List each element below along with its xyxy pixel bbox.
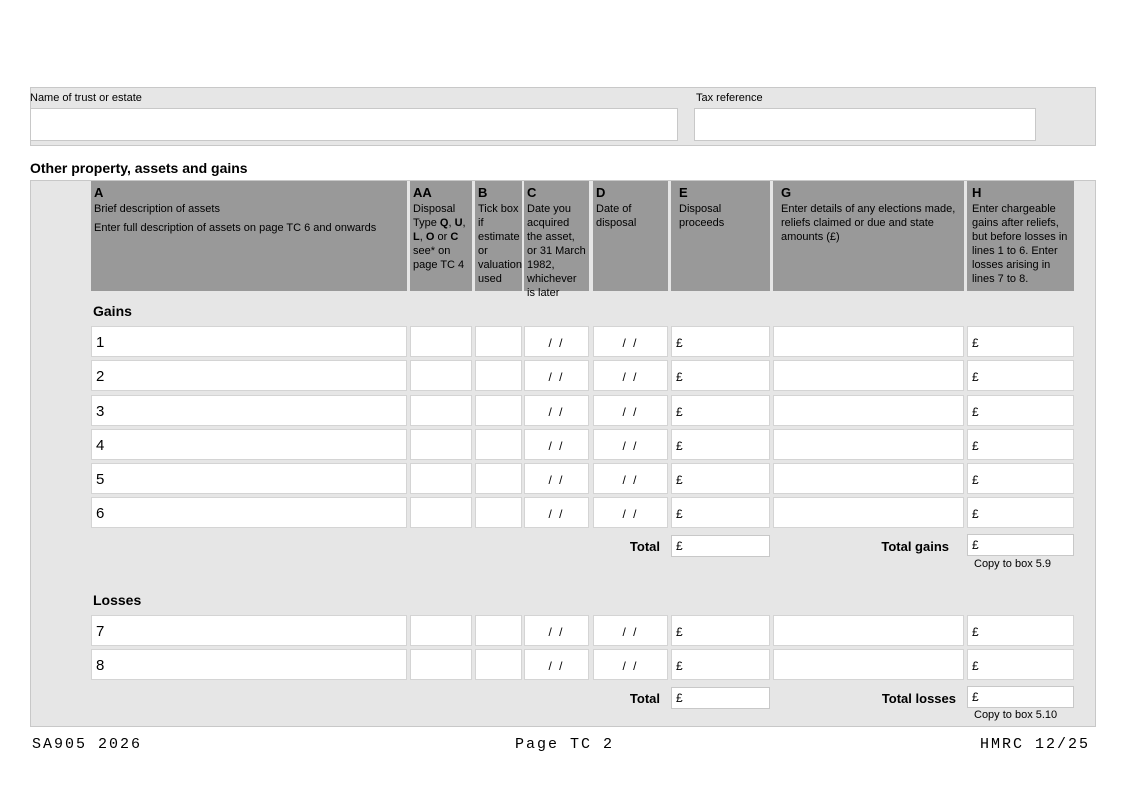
aa-type-o: O bbox=[425, 231, 435, 243]
gain-row-2-estimate-checkbox[interactable] bbox=[475, 360, 522, 391]
loss-row-8-description[interactable]: 8 bbox=[91, 649, 407, 680]
total-losses-label: Total losses bbox=[881, 691, 956, 706]
column-header-aa bbox=[410, 181, 472, 291]
aa-sep3: , bbox=[419, 231, 426, 243]
copy-to-box-5-10-note: Copy to box 5.10 bbox=[974, 709, 1058, 721]
gain-row-5-proceeds[interactable]: £ bbox=[671, 463, 770, 494]
column-g-text: Enter details of any elections made, reliefs claimed or due and state amounts (£) bbox=[781, 203, 956, 243]
loss-row-7-acquired-date[interactable]: / / bbox=[524, 615, 589, 646]
column-header-e bbox=[671, 181, 770, 291]
loss-row-8-disposal-type[interactable] bbox=[410, 649, 472, 680]
column-d-text: Date of disposal bbox=[596, 203, 637, 229]
tax-reference-label: Tax reference bbox=[696, 92, 763, 104]
gain-row-5-description[interactable]: 5 bbox=[91, 463, 407, 494]
gain-row-5-disposal-type[interactable] bbox=[410, 463, 472, 494]
gain-row-5-chargeable-gain[interactable]: £ bbox=[967, 463, 1074, 494]
gain-row-6-disposal-date[interactable]: / / bbox=[593, 497, 668, 528]
gain-row-3-acquired-date[interactable]: / / bbox=[524, 395, 589, 426]
losses-total-proceeds[interactable]: £ bbox=[671, 687, 770, 709]
tax-reference-field[interactable] bbox=[694, 108, 1036, 141]
gain-row-4-disposal-date[interactable]: / / bbox=[593, 429, 668, 460]
loss-row-7-proceeds[interactable]: £ bbox=[671, 615, 770, 646]
trust-name-field[interactable] bbox=[30, 108, 678, 141]
loss-row-8-disposal-date[interactable]: / / bbox=[593, 649, 668, 680]
gain-row-1-chargeable-gain[interactable]: £ bbox=[967, 326, 1074, 357]
column-code-d: D bbox=[596, 185, 606, 200]
loss-row-7-estimate-checkbox[interactable] bbox=[475, 615, 522, 646]
loss-row-7-description[interactable]: 7 bbox=[91, 615, 407, 646]
gain-row-1-reliefs[interactable] bbox=[773, 326, 964, 357]
gain-row-2-disposal-type[interactable] bbox=[410, 360, 472, 391]
column-code-g: G bbox=[781, 185, 792, 200]
column-code-h: H bbox=[972, 185, 982, 200]
gains-total-label: Total bbox=[629, 539, 660, 554]
column-c-text: Date you acquired the asset, or 31 March 1982, whichever is later bbox=[527, 203, 586, 299]
gain-row-1-acquired-date[interactable]: / / bbox=[524, 326, 589, 357]
gain-row-6-proceeds[interactable]: £ bbox=[671, 497, 770, 528]
gain-row-3-disposal-date[interactable]: / / bbox=[593, 395, 668, 426]
column-header-d bbox=[593, 181, 668, 291]
gain-row-3-description[interactable]: 3 bbox=[91, 395, 407, 426]
column-code-e: E bbox=[679, 185, 688, 200]
aa-type-q: Q bbox=[439, 217, 449, 229]
aa-or: or bbox=[434, 231, 451, 243]
column-e-text: Disposal proceeds bbox=[679, 203, 725, 229]
section-title: Other property, assets and gains bbox=[30, 160, 248, 176]
page-number: Page TC 2 bbox=[515, 736, 615, 753]
gain-row-6-estimate-checkbox[interactable] bbox=[475, 497, 522, 528]
gain-row-5-reliefs[interactable] bbox=[773, 463, 964, 494]
aa-sep1: , bbox=[448, 217, 455, 229]
gain-row-3-chargeable-gain[interactable]: £ bbox=[967, 395, 1074, 426]
gain-row-1-disposal-type[interactable] bbox=[410, 326, 472, 357]
gain-row-5-acquired-date[interactable]: / / bbox=[524, 463, 589, 494]
gains-title: Gains bbox=[93, 303, 132, 319]
column-a-line1: Brief description of assets bbox=[94, 203, 220, 215]
column-header-g bbox=[773, 181, 964, 291]
aa-type-l: L bbox=[413, 231, 420, 243]
gain-row-4-reliefs[interactable] bbox=[773, 429, 964, 460]
copy-to-box-5-9-note: Copy to box 5.9 bbox=[974, 558, 1052, 570]
gain-row-5-disposal-date[interactable]: / / bbox=[593, 463, 668, 494]
loss-row-7-disposal-date[interactable]: / / bbox=[593, 615, 668, 646]
gain-row-3-disposal-type[interactable] bbox=[410, 395, 472, 426]
loss-row-8-proceeds[interactable]: £ bbox=[671, 649, 770, 680]
column-code-c: C bbox=[527, 185, 537, 200]
column-aa-text bbox=[413, 202, 470, 272]
column-h-text: Enter chargeable gains after reliefs, but before losses in lines 1 to 6. Enter losses arising in lines 7 to 8. bbox=[972, 203, 1068, 285]
gain-row-6-acquired-date[interactable]: / / bbox=[524, 497, 589, 528]
gain-row-4-chargeable-gain[interactable]: £ bbox=[967, 429, 1074, 460]
loss-row-8-loss-amount[interactable]: £ bbox=[967, 649, 1074, 680]
gain-row-4-disposal-type[interactable] bbox=[410, 429, 472, 460]
column-b-text: Tick box if estimate or valuation used bbox=[478, 203, 523, 285]
gain-row-6-chargeable-gain[interactable]: £ bbox=[967, 497, 1074, 528]
aa-type-c: C bbox=[450, 231, 459, 243]
gain-row-2-chargeable-gain[interactable]: £ bbox=[967, 360, 1074, 391]
gain-row-6-description[interactable]: 6 bbox=[91, 497, 407, 528]
gain-row-2-description[interactable]: 2 bbox=[91, 360, 407, 391]
loss-row-8-estimate-checkbox[interactable] bbox=[475, 649, 522, 680]
loss-row-7-loss-amount[interactable]: £ bbox=[967, 615, 1074, 646]
gain-row-4-acquired-date[interactable]: / / bbox=[524, 429, 589, 460]
gain-row-1-estimate-checkbox[interactable] bbox=[475, 326, 522, 357]
gain-row-1-proceeds[interactable]: £ bbox=[671, 326, 770, 357]
column-header-b bbox=[475, 181, 522, 291]
gain-row-2-proceeds[interactable]: £ bbox=[671, 360, 770, 391]
total-gains-label: Total gains bbox=[881, 539, 949, 554]
aa-type-u: U bbox=[454, 217, 463, 229]
gain-row-3-proceeds[interactable]: £ bbox=[671, 395, 770, 426]
column-code-aa: AA bbox=[413, 185, 432, 200]
aa-text-pre: Disposal Type bbox=[413, 203, 456, 229]
gains-total-proceeds[interactable]: £ bbox=[671, 535, 770, 557]
trust-name-label: Name of trust or estate bbox=[30, 92, 142, 104]
aa-text-post: see* on page TC 4 bbox=[413, 245, 465, 271]
form-version: HMRC 12/25 bbox=[980, 736, 1091, 753]
total-gains-field[interactable]: £ bbox=[967, 534, 1074, 556]
loss-row-7-reliefs[interactable] bbox=[773, 615, 964, 646]
gain-row-6-disposal-type[interactable] bbox=[410, 497, 472, 528]
gain-row-1-description[interactable]: 1 bbox=[91, 326, 407, 357]
gain-row-4-estimate-checkbox[interactable] bbox=[475, 429, 522, 460]
total-losses-field[interactable]: £ bbox=[967, 686, 1074, 708]
column-header-c bbox=[524, 181, 589, 299]
gain-row-2-disposal-date[interactable]: / / bbox=[593, 360, 668, 391]
gain-row-3-reliefs[interactable] bbox=[773, 395, 964, 426]
column-code-a: A bbox=[94, 185, 104, 200]
gain-row-4-proceeds[interactable]: £ bbox=[671, 429, 770, 460]
loss-row-7-disposal-type[interactable] bbox=[410, 615, 472, 646]
losses-title: Losses bbox=[93, 592, 142, 608]
gain-row-2-acquired-date[interactable]: / / bbox=[524, 360, 589, 391]
gain-row-3-estimate-checkbox[interactable] bbox=[475, 395, 522, 426]
losses-total-label: Total bbox=[629, 691, 660, 706]
gain-row-4-description[interactable]: 4 bbox=[91, 429, 407, 460]
loss-row-8-reliefs[interactable] bbox=[773, 649, 964, 680]
aa-sep2: , bbox=[462, 217, 466, 229]
column-a-line2: Enter full description of assets on page TC 6 and onwards bbox=[94, 222, 377, 234]
column-header-h bbox=[967, 181, 1074, 291]
loss-row-8-acquired-date[interactable]: / / bbox=[524, 649, 589, 680]
gain-row-1-disposal-date[interactable]: / / bbox=[593, 326, 668, 357]
form-code: SA905 2026 bbox=[32, 736, 143, 753]
gain-row-5-estimate-checkbox[interactable] bbox=[475, 463, 522, 494]
gain-row-6-reliefs[interactable] bbox=[773, 497, 964, 528]
column-code-b: B bbox=[478, 185, 488, 200]
gain-row-2-reliefs[interactable] bbox=[773, 360, 964, 391]
column-header-a bbox=[91, 181, 407, 291]
